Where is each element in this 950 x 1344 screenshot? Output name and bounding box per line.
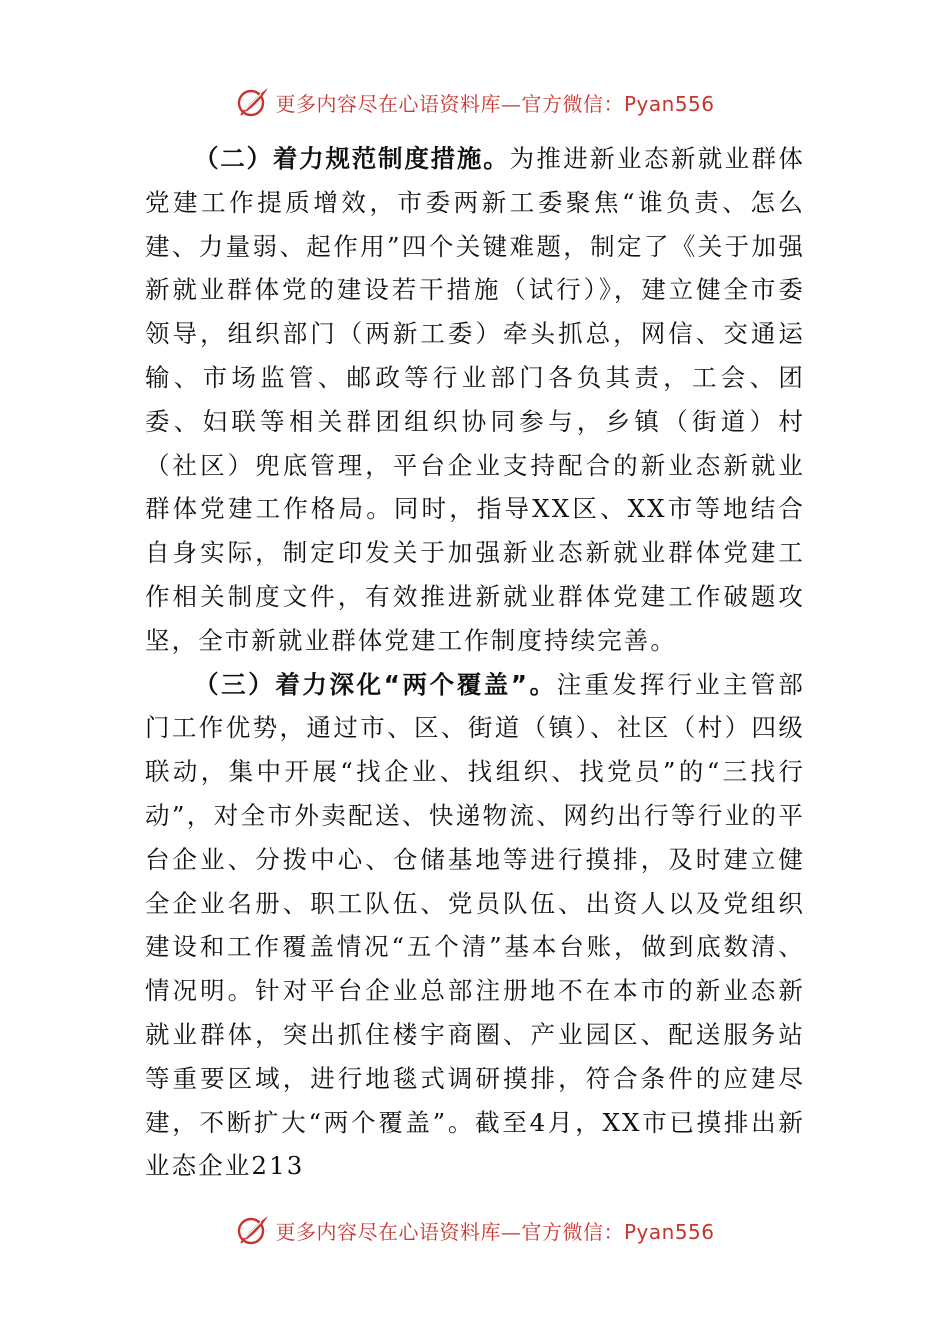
watermark-text: 更多内容尽在心语资料库—官方微信：Pyan556 xyxy=(275,1219,715,1244)
paragraph-text: 为推进新业态新就业群体党建工作提质增效，市委两新工委聚焦“谁负责、怎么建、力量弱、起作用”四个关键难题，制定了《关于加强新就业群体党的建设若干措施（试行）》，建立健全市委领导，组织部门（两新工委）牵头抓总，网信、交通运输、市场监管、邮政等行业部门各负其责，工会、团委、妇联等相关群团组织协同参与，乡镇（街道）村（社区）兜底管理，平台企业支持配合的新业态新就业群体党建工作格局。同时，指导XX区、XX市等地结合自身实际，制定印发关于加强新业态新就业群体党建工作相关制度文件，有效推进新就业群体党建工作破题攻坚，全市新就业群体党建工作制度持续完善。 xyxy=(145,144,806,655)
paragraph-text: 注重发挥行业主管部门工作优势，通过市、区、街道（镇）、社区（村）四级联动，集中开展“找企业、找组织、找党员”的“三找行动”，对全市外卖配送、快递物流、网约出行等行业的平台企业、分拨中心、仓储基地等进行摸排，及时建立健全企业名册、职工队伍、党员队伍、出资人以及党组织建设和工作覆盖情况“五个清”基本台账，做到底数清、情况明。针对平台企业总部注册地不在本市的新业态新就业群体，突出抓住楼宇商圈、产业园区、配送服务站等重要区域，进行地毯式调研摸排，符合条件的应建尽建，不断扩大“两个覆盖”。截至4月，XX市已摸排出新业态企业213 xyxy=(145,669,806,1181)
section-heading: （二）着力规范制度措施。 xyxy=(194,144,510,173)
paragraph-section-2 xyxy=(145,137,805,663)
watermark-footer xyxy=(0,1208,950,1252)
document-body xyxy=(145,137,805,1188)
section-heading: （三）着力深化“两个覆盖”。 xyxy=(194,669,557,699)
watermark-header xyxy=(0,80,950,124)
watermark-text: 更多内容尽在心语资料库—官方微信：Pyan556 xyxy=(275,91,715,116)
paragraph-section-3 xyxy=(145,663,805,1189)
quill-pen-logo-icon xyxy=(235,1212,271,1248)
quill-pen-logo-icon xyxy=(235,84,271,120)
